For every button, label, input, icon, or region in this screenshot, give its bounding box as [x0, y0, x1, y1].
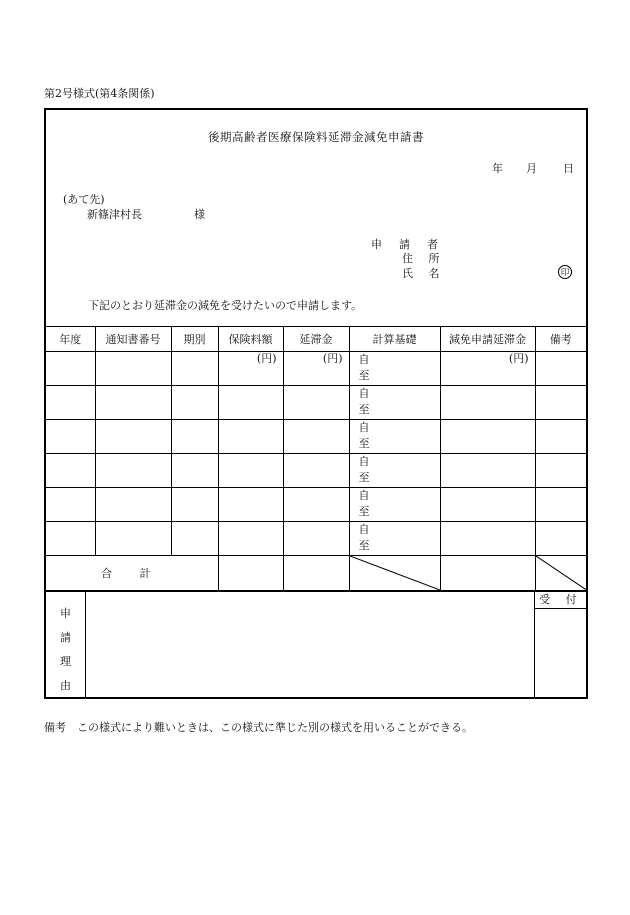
from-label: 自 [358, 387, 370, 400]
delinquency-table [46, 326, 586, 591]
period-cell[interactable] [171, 488, 218, 522]
yen-unit: (円) [256, 352, 277, 365]
reception-stamp-area [534, 592, 587, 699]
header-fiscal-year: 年度 [46, 327, 95, 352]
late-fee-cell[interactable] [283, 454, 349, 488]
notice-number-cell[interactable] [95, 488, 171, 522]
remarks-cell[interactable] [535, 522, 586, 556]
premium-amount-cell[interactable] [218, 454, 283, 488]
fiscal-year-cell[interactable] [46, 420, 95, 454]
period-cell[interactable] [171, 386, 218, 420]
requested-reduction-cell[interactable] [440, 420, 535, 454]
diagonal-line [350, 556, 440, 590]
reason-label-char: 請 [60, 631, 71, 644]
to-label: 至 [358, 403, 370, 416]
from-label: 自 [358, 421, 370, 434]
header-period: 期別 [171, 327, 218, 352]
late-fee-cell[interactable] [283, 352, 349, 386]
calculation-basis-cell[interactable] [349, 454, 440, 488]
reason-label-column [46, 592, 86, 699]
form-number: 第2号様式(第4条関係) [44, 87, 155, 100]
application-form [44, 108, 588, 699]
date-day-label: 日 [563, 162, 574, 175]
late-fee-cell[interactable] [283, 420, 349, 454]
yen-unit: (円) [322, 352, 343, 365]
header-late-fee: 延滞金 [283, 327, 349, 352]
notice-number-cell[interactable] [95, 420, 171, 454]
from-label: 自 [358, 353, 370, 366]
table-row [46, 454, 586, 488]
table-row [46, 386, 586, 420]
to-label: 至 [358, 539, 370, 552]
fiscal-year-cell[interactable] [46, 488, 95, 522]
reason-label-char: 理 [60, 655, 71, 668]
remarks-cell[interactable] [535, 420, 586, 454]
remarks-cell[interactable] [535, 454, 586, 488]
table-row [46, 420, 586, 454]
table-row [46, 488, 586, 522]
applicant-label: 申 請 者 [371, 238, 441, 251]
header-premium-amount: 保険料額 [218, 327, 283, 352]
name-label: 氏 名 [402, 267, 446, 280]
total-reduction-cell[interactable] [440, 556, 535, 591]
fiscal-year-cell[interactable] [46, 352, 95, 386]
remarks-cell[interactable] [535, 386, 586, 420]
addressee-label: (あて先) [63, 193, 105, 206]
notice-number-cell[interactable] [95, 352, 171, 386]
requested-reduction-cell[interactable] [440, 488, 535, 522]
period-cell[interactable] [171, 352, 218, 386]
reception-label: 受 付 [535, 592, 587, 609]
premium-amount-cell[interactable] [218, 352, 283, 386]
table-header-row [46, 327, 586, 352]
header-requested-reduction: 減免申請延滞金 [440, 327, 535, 352]
diagonal-line [536, 556, 587, 590]
requested-reduction-cell[interactable] [440, 386, 535, 420]
remark-note: 備考 この様式により難いときは、この様式に準じた別の様式を用いることができる。 [44, 721, 473, 734]
period-cell[interactable] [171, 522, 218, 556]
fiscal-year-cell[interactable] [46, 522, 95, 556]
notice-number-cell[interactable] [95, 386, 171, 420]
late-fee-cell[interactable] [283, 488, 349, 522]
premium-amount-cell[interactable] [218, 386, 283, 420]
table-row [46, 352, 586, 386]
notice-number-cell[interactable] [95, 454, 171, 488]
to-label: 至 [358, 437, 370, 450]
reason-label-char: 申 [60, 607, 71, 620]
crossed-out-cell [349, 556, 440, 591]
fiscal-year-cell[interactable] [46, 386, 95, 420]
premium-amount-cell[interactable] [218, 522, 283, 556]
late-fee-cell[interactable] [283, 522, 349, 556]
calculation-basis-cell[interactable] [349, 420, 440, 454]
period-cell[interactable] [171, 454, 218, 488]
from-label: 自 [358, 489, 370, 502]
date-month-label: 月 [526, 162, 537, 175]
total-late-fee-cell[interactable] [283, 556, 349, 591]
period-cell[interactable] [171, 420, 218, 454]
addressee-honorific: 様 [194, 208, 205, 221]
from-label: 自 [358, 455, 370, 468]
calculation-basis-cell[interactable] [349, 386, 440, 420]
from-label: 自 [358, 523, 370, 536]
header-remarks: 備考 [535, 327, 586, 352]
remarks-cell[interactable] [535, 352, 586, 386]
requested-reduction-cell[interactable] [440, 522, 535, 556]
date-year-label: 年 [492, 162, 503, 175]
to-label: 至 [358, 471, 370, 484]
late-fee-cell[interactable] [283, 386, 349, 420]
remarks-cell[interactable] [535, 488, 586, 522]
to-label: 至 [358, 369, 370, 382]
premium-amount-cell[interactable] [218, 420, 283, 454]
notice-number-cell[interactable] [95, 522, 171, 556]
premium-amount-cell[interactable] [218, 488, 283, 522]
application-statement: 下記のとおり延滞金の減免を受けたいので申請します。 [88, 299, 363, 312]
fiscal-year-cell[interactable] [46, 454, 95, 488]
header-notice-number: 通知書番号 [95, 327, 171, 352]
reason-label-char: 由 [60, 679, 71, 692]
calculation-basis-cell[interactable] [349, 488, 440, 522]
to-label: 至 [358, 505, 370, 518]
yen-unit: (円) [508, 352, 529, 365]
table-row [46, 522, 586, 556]
total-row [46, 556, 586, 591]
addressee-name: 新篠津村長 [87, 208, 142, 221]
crossed-out-cell [535, 556, 586, 591]
calculation-basis-cell[interactable] [349, 522, 440, 556]
requested-reduction-cell[interactable] [440, 454, 535, 488]
header-calculation-basis: 計算基礎 [349, 327, 440, 352]
requested-reduction-cell[interactable] [440, 352, 535, 386]
total-premium-cell[interactable] [218, 556, 283, 591]
application-reason-section [46, 590, 586, 699]
total-label: 合 計 [46, 556, 218, 591]
seal-mark: 印 [558, 265, 572, 279]
form-title: 後期高齢者医療保険料延滞金減免申請書 [208, 130, 424, 144]
calculation-basis-cell[interactable] [349, 352, 440, 386]
address-label: 住 所 [402, 252, 446, 265]
